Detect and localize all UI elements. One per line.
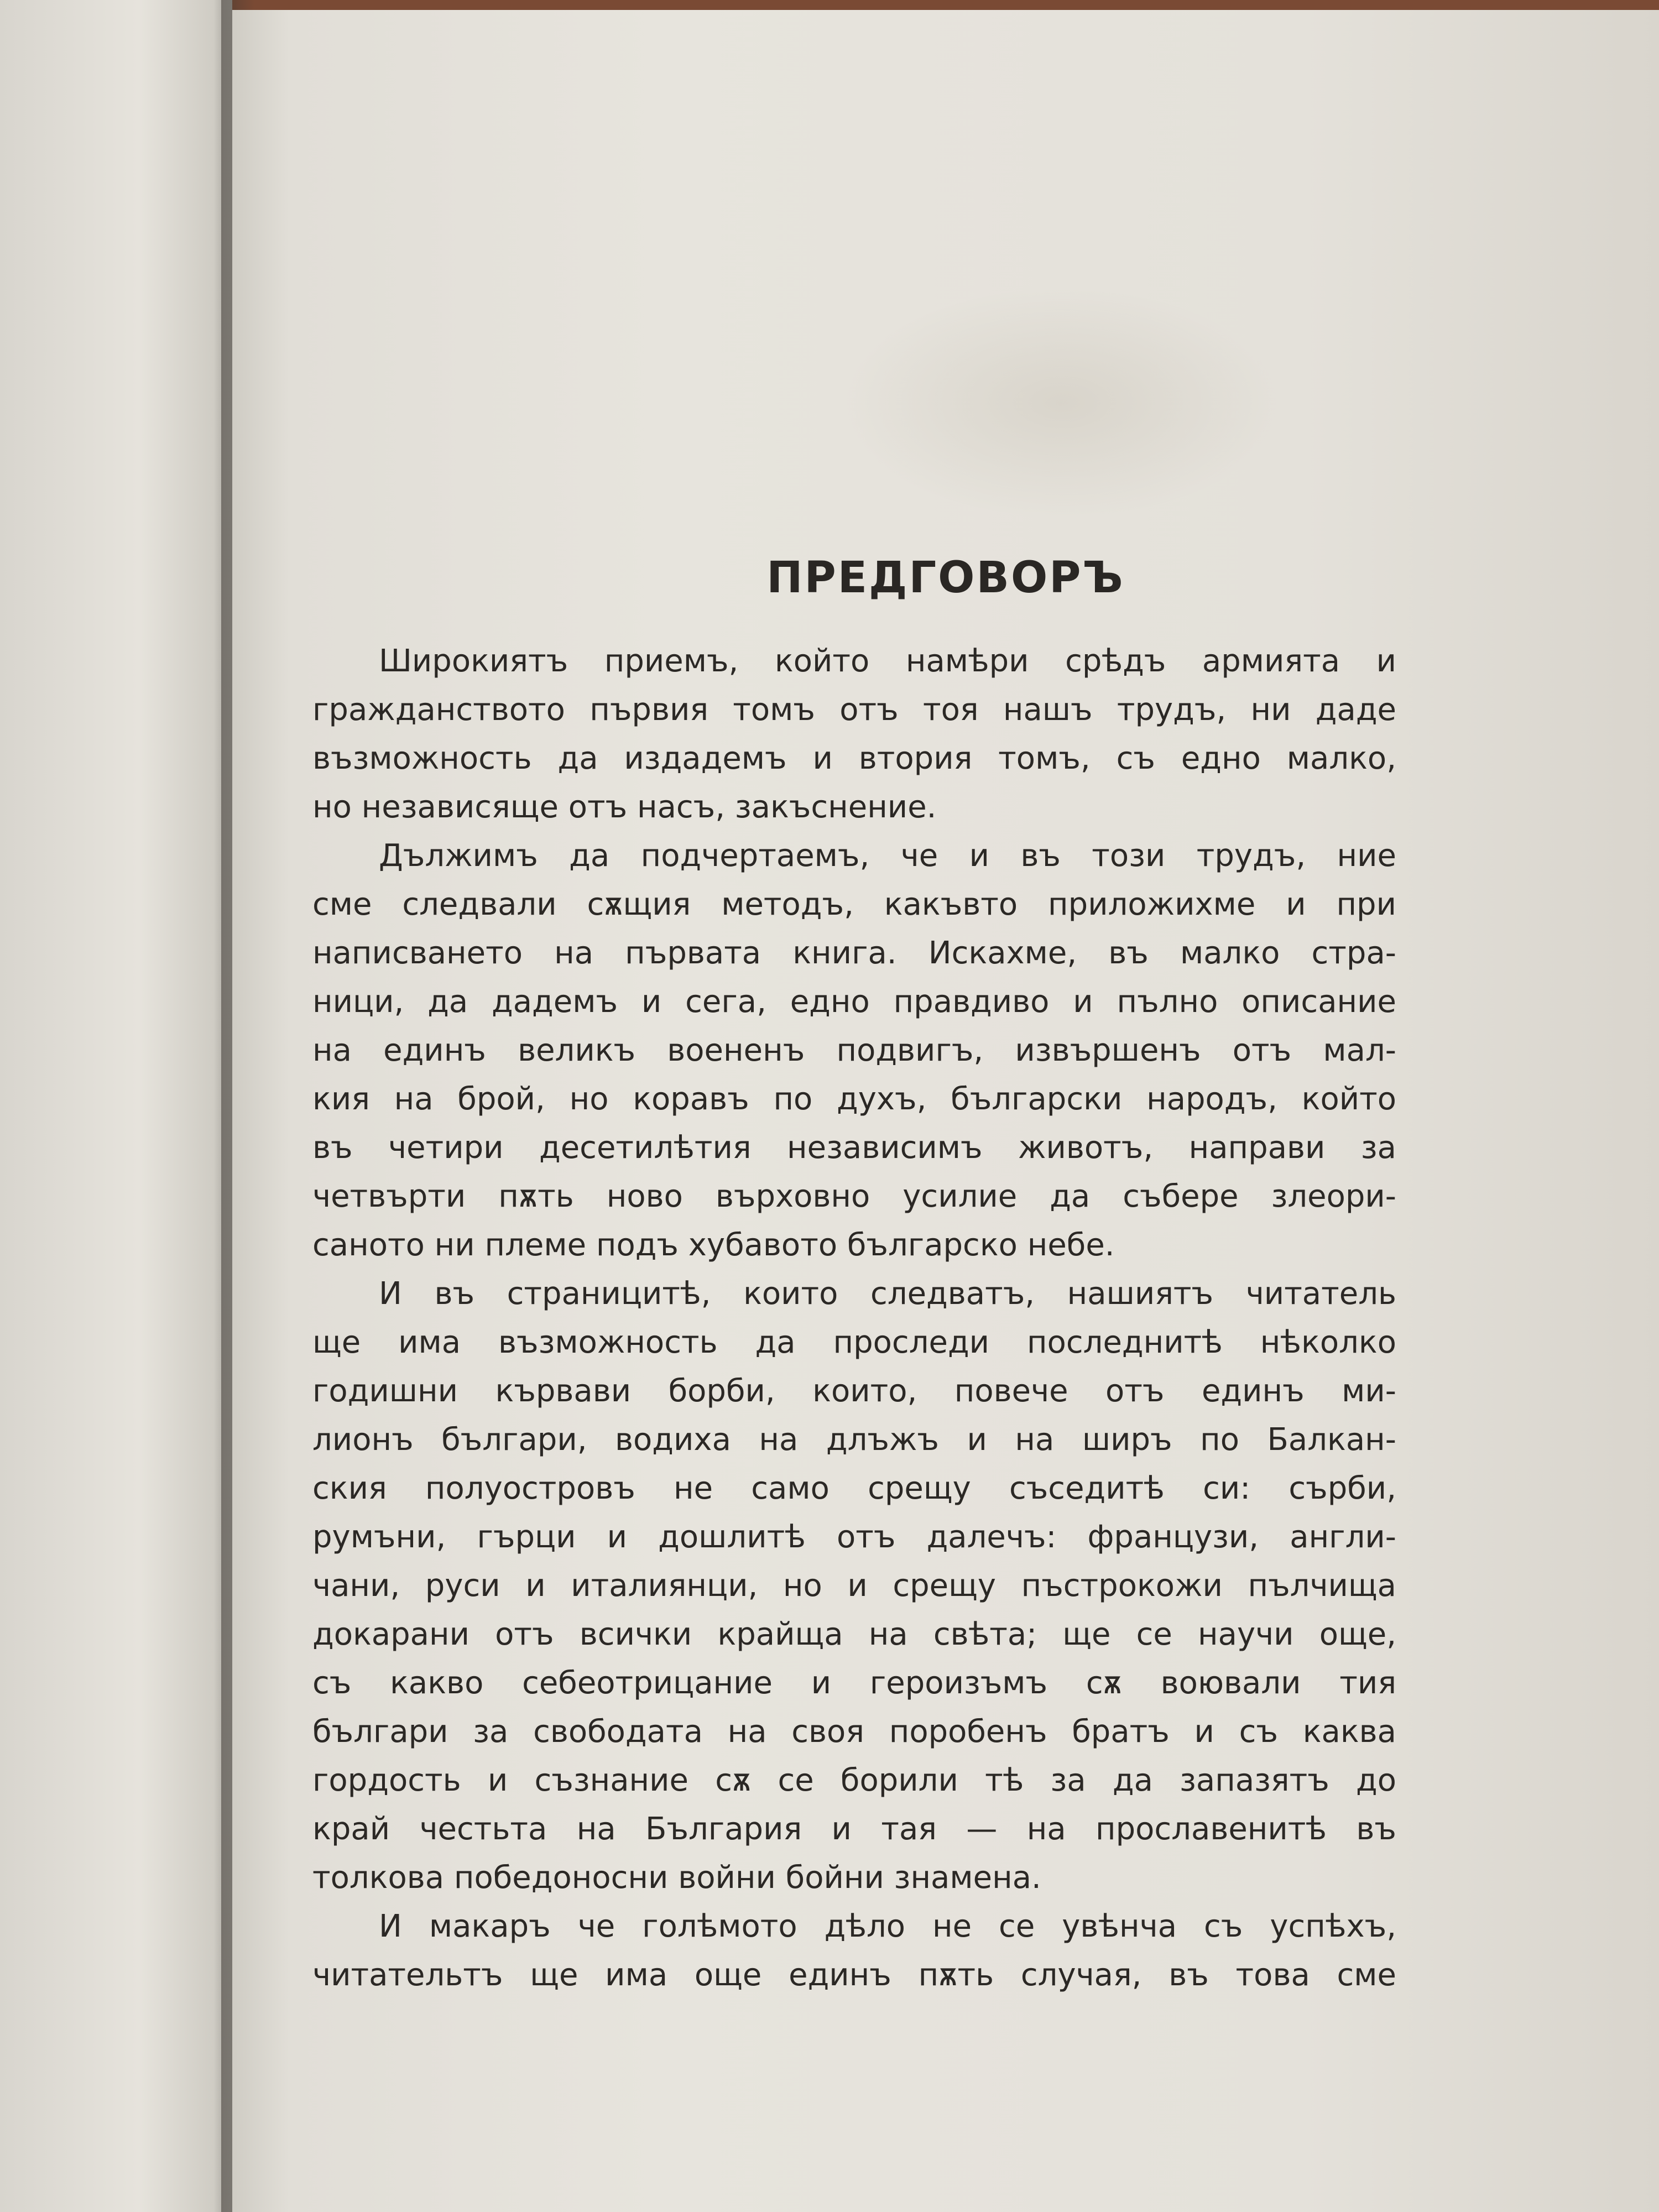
text-line: край честьта на България и тая — на прославенитѣ въ — [312, 1811, 1396, 1847]
text-line: четвърти пѫть ново върховно усилие да събере злеори- — [312, 1178, 1396, 1214]
text-line: сме следвали сѫщия методъ, какъвто приложихме и при — [312, 886, 1396, 922]
text-line: въ четири десетилѣтия независимъ животъ, направи за — [312, 1130, 1396, 1166]
text-line: гордость и съзнание сѫ се борили тѣ за да запазятъ до — [312, 1762, 1396, 1798]
page-title: ПРЕДГОВОРЪ — [766, 553, 1125, 603]
text-line: лионъ българи, водиха на длъжъ и на ширъ по Балкан- — [312, 1422, 1396, 1458]
preface-body — [312, 637, 1396, 2000]
text-line: на единъ великъ воененъ подвигъ, извършенъ отъ мал- — [312, 1032, 1396, 1068]
text-line: кия на брой, но коравъ по духъ, български народъ, който — [312, 1081, 1396, 1117]
text-line: ници, да дадемъ и сега, едно правдиво и пълно описание — [312, 984, 1396, 1020]
text-line: саното ни племе подъ хубавото българско небе. — [312, 1227, 1115, 1263]
text-line: И въ страницитѣ, които следватъ, нашиятъ читатель — [379, 1276, 1396, 1312]
text-line: И макаръ че голѣмото дѣло не се увѣнча съ успѣхъ, — [379, 1908, 1396, 1944]
text-line: ще има възможность да проследи последнитѣ нѣколко — [312, 1324, 1396, 1360]
text-line: докарани отъ всички крайща на свѣта; ще се научи още, — [312, 1616, 1396, 1652]
text-line: годишни кървави борби, които, повече отъ единъ ми- — [312, 1373, 1396, 1409]
text-line: написването на първата книга. Искахме, въ малко стра- — [312, 935, 1396, 971]
text-line: но независяще отъ насъ, закъснение. — [312, 789, 937, 825]
text-line: читательтъ ще има още единъ пѫть случая, въ това сме — [312, 1957, 1396, 1993]
text-line: възможность да издадемъ и втория томъ, съ едно малко, — [312, 740, 1396, 776]
paper-stain — [841, 286, 1283, 519]
text-line: Дължимъ да подчертаемъ, че и въ този трудъ, ние — [379, 838, 1396, 874]
left-page — [0, 0, 232, 2212]
text-line: българи за свободата на своя поробенъ братъ и съ каква — [312, 1714, 1396, 1750]
text-line: съ какво себеотрицание и героизъмъ сѫ воювали тия — [312, 1665, 1396, 1701]
text-line: толкова победоносни войни бойни знамена. — [312, 1860, 1041, 1896]
text-line: ския полуостровъ не само срещу съседитѣ си: сърби, — [312, 1470, 1396, 1506]
text-line: чани, руси и италиянци, но и срещу пъстрокожи пълчища — [312, 1568, 1396, 1604]
text-line: Широкиятъ приемъ, който намѣри срѣдъ армията и — [379, 643, 1396, 679]
text-line: гражданството първия томъ отъ тоя нашъ трудъ, ни даде — [312, 692, 1396, 728]
text-line: румъни, гърци и дошлитѣ отъ далечъ: французи, англи- — [312, 1519, 1396, 1555]
